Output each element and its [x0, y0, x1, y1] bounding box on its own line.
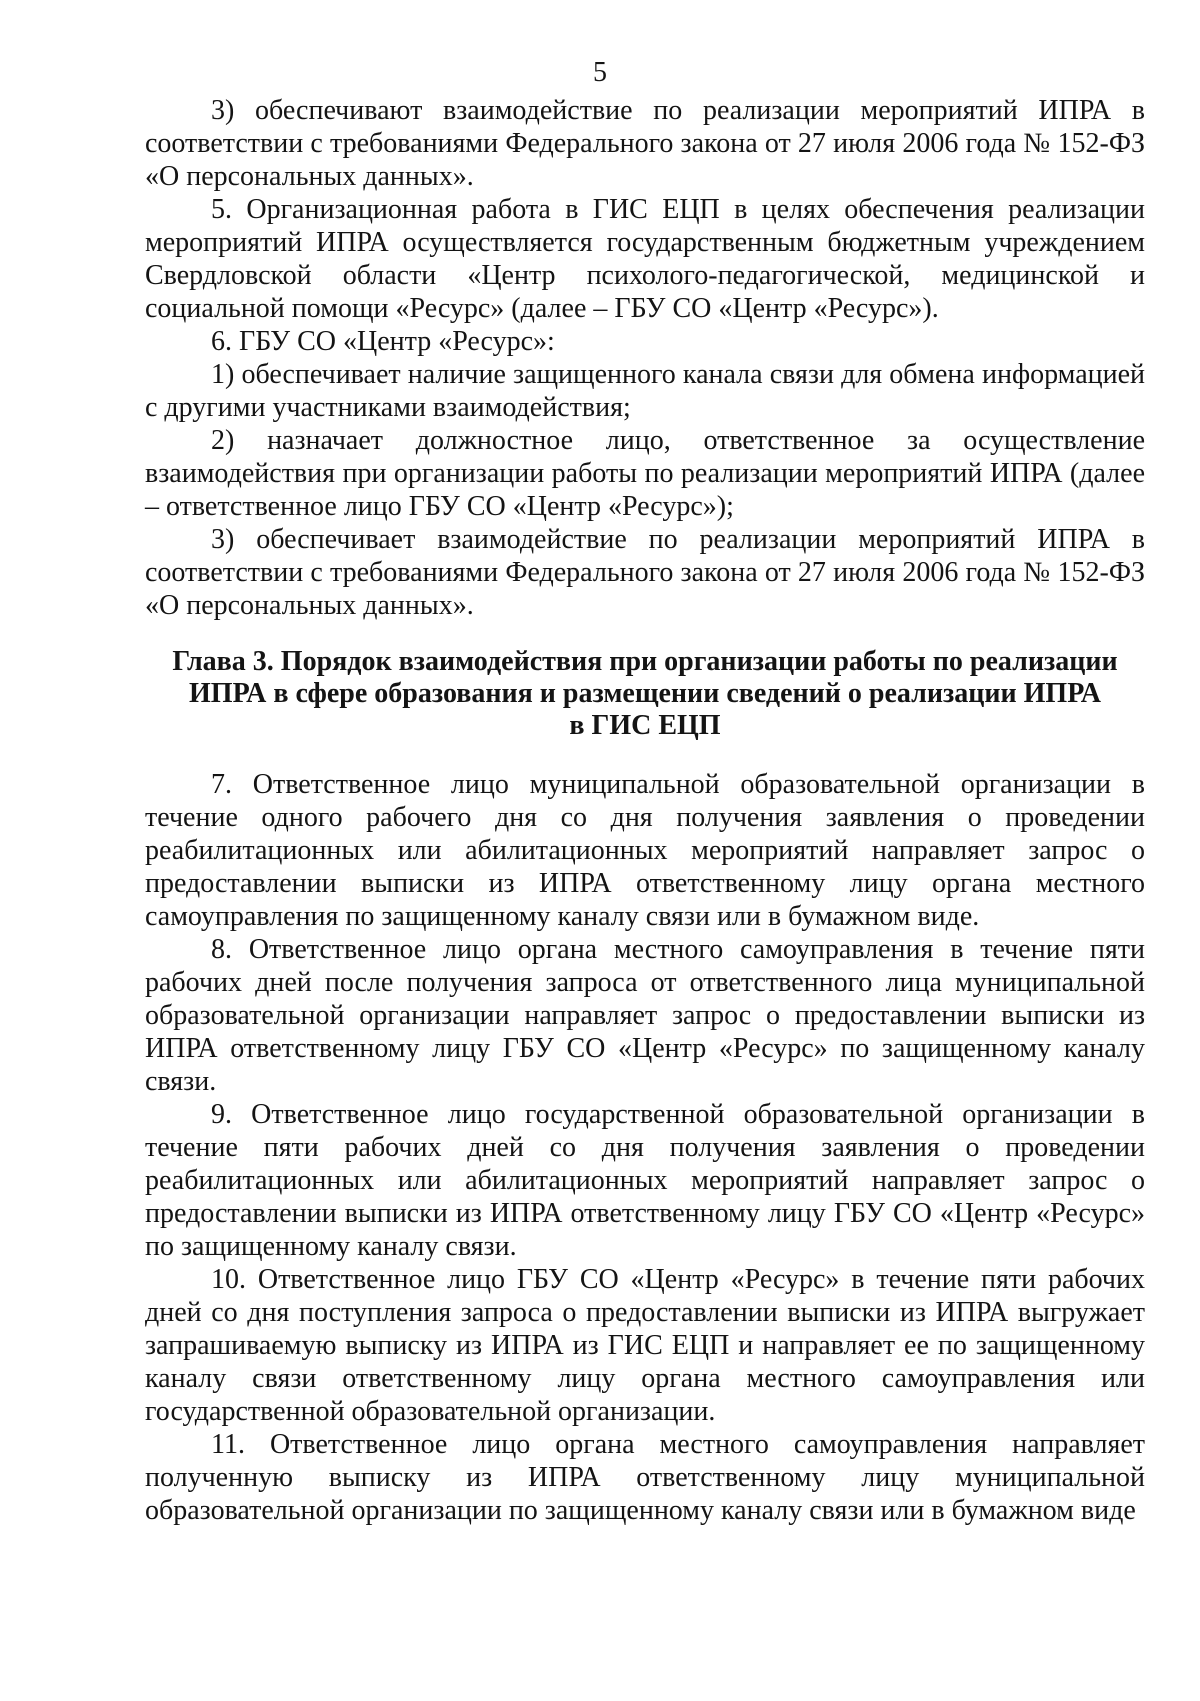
paragraph-10: 10. Ответственное лицо ГБУ СО «Центр «Ресурс» в течение пяти рабочих дней со дня поступления запроса о предоставлении выписки из ИПРА выгружает запрашиваемую выписку из ИПРА из ГИС ЕЦП и направляет ее по защищенному каналу связи ответственному лицу органа местного самоуправления или государственной образовательной организации. [145, 1264, 1145, 1427]
paragraph-9: 9. Ответственное лицо государственной образовательной организации в течение пяти рабочих дней со дня получения заявления о проведении реабилитационных или абилитационных мероприятий направляет запрос о предоставлении выписки из ИПРА ответственному лицу ГБУ СО «Центр «Ресурс» по защищенному каналу связи. [145, 1099, 1145, 1262]
list-item-2-responsible-person: 2) назначает должностное лицо, ответственное за осуществление взаимодействия при организации работы по реализации мероприятий ИПРА (далее – ответственное лицо ГБУ СО «Центр «Ресурс»); [145, 425, 1145, 522]
chapter-heading-line: Глава 3. Порядок взаимодействия при организации работы по реализации [172, 646, 1118, 677]
paragraph-5-organizational-work: 5. Организационная работа в ГИС ЕЦП в целях обеспечения реализации мероприятий ИПРА осуществляется государственным бюджетным учреждением Свердловской области «Центр психолого-педагогической, медицинской и социальной помощи «Ресурс» (далее – ГБУ СО «Центр «Ресурс»). [145, 194, 1145, 324]
chapter-3-heading [145, 646, 1145, 742]
document-body [145, 94, 1145, 1527]
chapter-heading-line: в ГИС ЕЦП [569, 710, 721, 741]
paragraph-6-resource-center: 6. ГБУ СО «Центр «Ресурс»: [211, 326, 555, 357]
paragraph-7: 7. Ответственное лицо муниципальной образовательной организации в течение одного рабочего дня со дня получения заявления о проведении реабилитационных или абилитационных мероприятий направляет запрос о предоставлении выписки из ИПРА ответственному лицу органа местного самоуправления по защищенному каналу связи или в бумажном виде. [145, 769, 1145, 932]
chapter-heading-line: ИПРА в сфере образования и размещении сведений о реализации ИПРА [189, 678, 1101, 709]
paragraph-11: 11. Ответственное лицо органа местного самоуправления направляет полученную выписку из ИПРА ответственному лицу муниципальной образовательной организации по защищенному каналу связи или в бумажном виде [145, 1429, 1145, 1526]
list-item-3-interaction: 3) обеспечивает взаимодействие по реализации мероприятий ИПРА в соответствии с требованиями Федерального закона от 27 июля 2006 года № 152-ФЗ «О персональных данных». [145, 524, 1145, 621]
paragraph-8: 8. Ответственное лицо органа местного самоуправления в течение пяти рабочих дней после получения запроса от ответственного лица муниципальной образовательной организации направляет запрос о предоставлении выписки из ИПРА ответственному лицу ГБУ СО «Центр «Ресурс» по защищенному каналу связи. [145, 934, 1145, 1097]
paragraph-3-obligations: 3) обеспечивают взаимодействие по реализации мероприятий ИПРА в соответствии с требованиями Федерального закона от 27 июля 2006 года № 152-ФЗ «О персональных данных». [145, 95, 1145, 192]
list-item-1-secure-channel: 1) обеспечивает наличие защищенного канала связи для обмена информацией с другими участниками взаимодействия; [145, 359, 1145, 423]
page-number: 5 [593, 57, 607, 88]
